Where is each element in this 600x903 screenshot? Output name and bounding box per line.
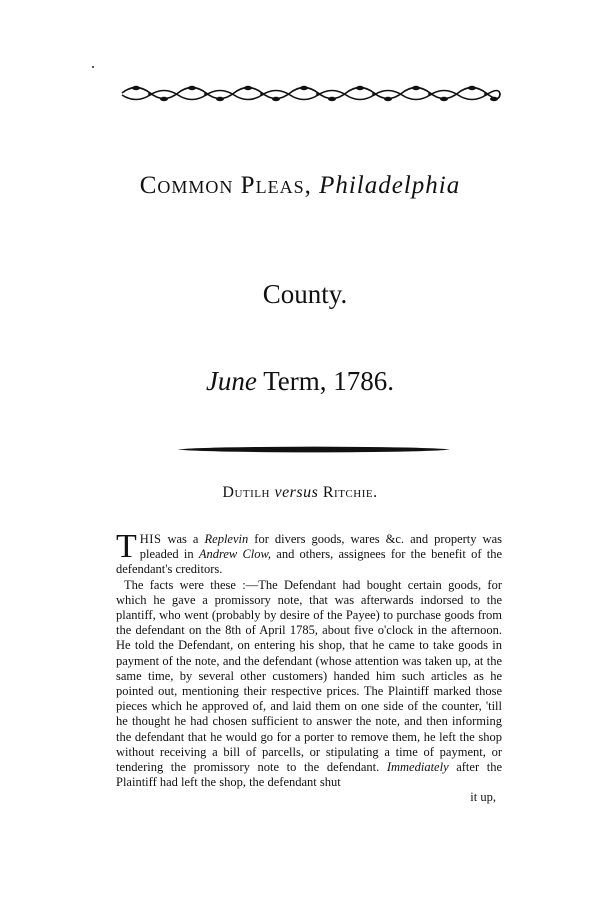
case-title	[0, 484, 600, 502]
county-heading: County.	[262, 279, 348, 309]
immediately-word: Immediately	[386, 760, 449, 775]
term-heading	[0, 366, 600, 397]
paragraph-facts	[116, 578, 502, 791]
case-body	[116, 528, 502, 806]
court-name: Common Pleas,	[139, 172, 312, 199]
ink-speck	[92, 66, 94, 68]
versus-word: versus	[274, 484, 319, 501]
term-month: June	[205, 366, 257, 396]
first-word: HIS	[139, 532, 162, 546]
intro-text-a: was a	[161, 532, 205, 546]
assignee-name: Andrew Clow,	[198, 547, 272, 562]
defendant-name: Ritchie.	[322, 484, 378, 501]
court-heading	[0, 172, 600, 200]
intro-text-c: and others, assignees for the benefit of the defendant's creditors.	[116, 547, 502, 577]
paragraph-intro	[116, 528, 502, 578]
replevin-term: Replevin	[204, 532, 249, 546]
term-year: Term, 1786.	[263, 366, 395, 396]
drop-cap: T	[116, 528, 137, 565]
vine-ornament-border	[118, 80, 504, 106]
plaintiff-name: Dutilh	[222, 484, 270, 501]
intro-text-b: for divers goods, wares &c. and property was pleaded in	[139, 532, 502, 562]
section-divider-rule	[178, 446, 450, 453]
facts-text-b: after the Plaintiff had left the shop, the defendant shut	[116, 760, 502, 790]
catchword: it up,	[470, 790, 496, 805]
facts-text-a: The facts were these :—The Defendant had bought certain goods, for which he gave a promissory note, that was afterwards indorsed to the plantiff, who went (probably by desire of the Payee) to purchase goods from the defendant on the 8th of April 1785, about five o'clock in the afternoon. He told the Defendant, on entering his shop, that he came to take goods in payment of the note, and the defendant (whose attention was taken up, at the same time, by several other customers) handed him such articles as he pointed out, mentioning their respective prices. The Plaintiff marked those pieces which he approved of, and laid them on one side of the counter, 'till he thought he had chosen sufficient to answer the note, and then informing the defendant that he would go for a porter to remove them, he left the shop without receiving a bill of parcells, or stipulating a time of payment, or tendering the promissory note to the defendant.	[116, 577, 502, 775]
city-name: Philadelphia	[319, 172, 461, 199]
